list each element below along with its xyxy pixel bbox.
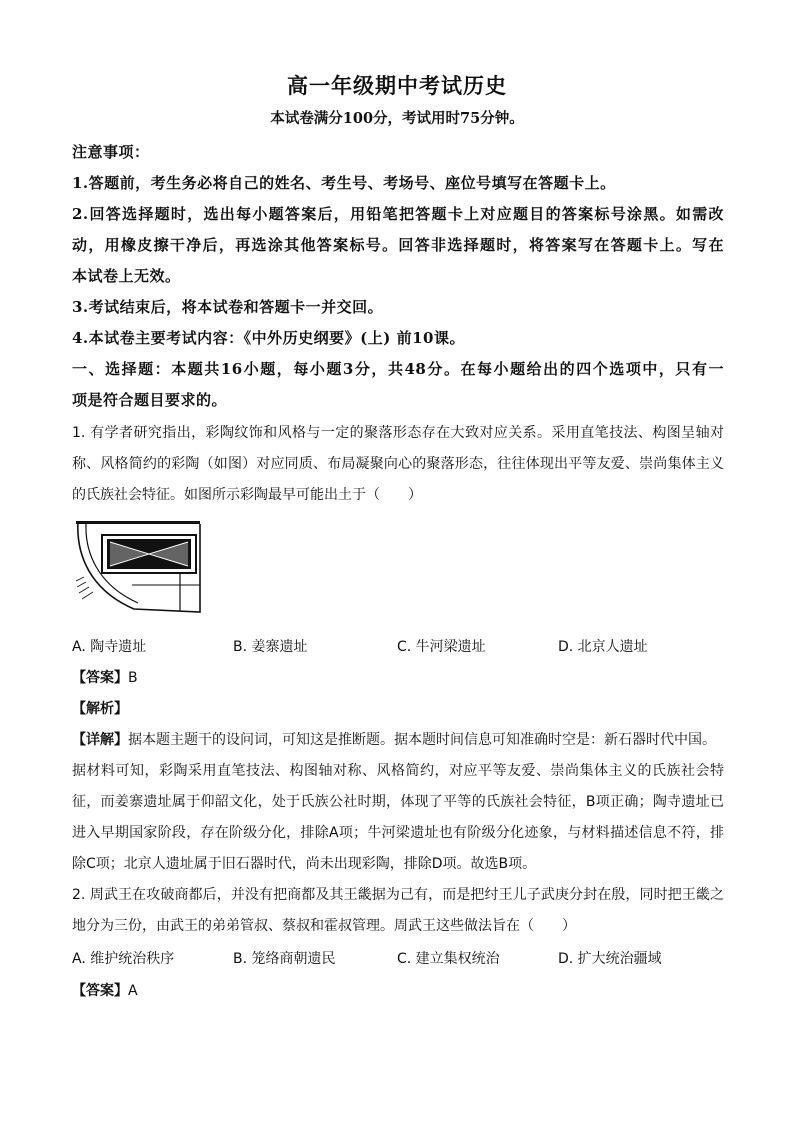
q1-line-3: 的氏族社会特征。如图所示彩陶最早可能出土于（ ）	[72, 487, 422, 503]
section-heading-line-2: 项是符合题目要求的。	[72, 391, 228, 409]
painted-pottery-figure	[72, 515, 204, 621]
q1-detail-row-1	[72, 725, 724, 756]
note-1: 1.答题前，考生务必将自己的姓名、考生号、考场号、座位号填写在答题卡上。	[72, 174, 616, 192]
note-2-line-3: 本试卷上无效。	[72, 267, 181, 285]
q2-option-d[interactable]: D. 扩大统治疆域	[558, 951, 662, 967]
painted-pottery-image	[72, 515, 204, 617]
q1-options	[72, 632, 724, 663]
q1-line-2: 称、风格简约的彩陶（如图）对应同质、布局凝聚向心的聚落形态，往往体现出平等友爱、崇尚集体主义	[72, 456, 724, 472]
q1-detail-tag: 【详解】	[72, 732, 128, 748]
question-2-stem	[72, 880, 724, 942]
q1-detail-line-1: 据本题主题干的设问词，可知这是推断题。据本题时间信息可知准确时空是：新石器时代中国。	[128, 732, 716, 748]
note-2-line-1: 2.回答选择题时，选出每小题答案后，用铅笔把答题卡上对应题目的答案标号涂黑。如需改	[72, 205, 724, 223]
q1-option-b[interactable]: B. 姜寨遗址	[233, 639, 308, 655]
page-title: 高一年级期中考试历史	[287, 73, 507, 98]
q1-answer-value: B	[128, 670, 138, 686]
q1-analysis-row	[72, 694, 724, 725]
q1-detail-line-4: 进入早期国家阶段，存在阶级分化，排除A项；牛河梁遗址也有阶级分化迹象，与材料描述信息不符，排	[72, 825, 724, 841]
section-heading-line-1: 一、选择题：本题共16小题，每小题3分，共48分。在每小题给出的四个选项中，只有一	[72, 360, 724, 378]
q2-options	[72, 944, 724, 975]
q1-option-a[interactable]: A. 陶寺遗址	[72, 639, 147, 655]
q1-line-1: 1. 有学者研究指出，彩陶纹饰和风格与一定的聚落形态存在大致对应关系。采用直笔技法、构图呈轴对	[72, 425, 724, 441]
q1-detail-line-2: 据材料可知，彩陶采用直笔技法、构图轴对称、风格简约，对应平等友爱、崇尚集体主义的氏族社会特	[72, 763, 724, 779]
q1-answer-block	[72, 663, 724, 880]
q1-option-d[interactable]: D. 北京人遗址	[558, 639, 648, 655]
notes-heading: 注意事项：	[72, 143, 150, 161]
q2-answer-block	[72, 976, 724, 1007]
note-4: 4.本试卷主要考试内容：《中外历史纲要》(上) 前10课。	[72, 329, 465, 347]
note-2-line-2: 动，用橡皮擦干净后，再选涂其他答案标号。回答非选择题时，将答案写在答题卡上。写在	[72, 236, 724, 254]
page-subtitle: 本试卷满分100分，考试用时75分钟。	[270, 110, 524, 127]
q2-option-c[interactable]: C. 建立集权统治	[397, 951, 500, 967]
question-1-stem	[72, 418, 724, 511]
q2-answer-value: A	[128, 983, 138, 999]
q1-analysis-tag: 【解析】	[72, 701, 128, 717]
q2-line-2: 地分为三份，由武王的弟弟管叔、蔡叔和霍叔管理。周武王这些做法旨在（ ）	[72, 918, 576, 934]
q1-detail-line-5: 除C项；北京人遗址属于旧石器时代，尚未出现彩陶，排除D项。故选B项。	[72, 856, 537, 872]
q2-option-a[interactable]: A. 维护统治秩序	[72, 951, 175, 967]
q1-detail-line-3: 征，而姜寨遗址属于仰韶文化，处于氏族公社时期，体现了平等的氏族社会特征，B项正确；陶寺遗址已	[72, 794, 724, 810]
notes-block	[72, 137, 724, 416]
q2-answer-row	[72, 976, 724, 1007]
q2-option-b[interactable]: B. 笼络商朝遗民	[233, 951, 336, 967]
q2-line-1: 2. 周武王在攻破商都后，并没有把商都及其王畿据为己有，而是把纣王儿子武庚分封在殷，同时把王畿之	[72, 887, 724, 903]
q1-answer-tag: 【答案】	[72, 670, 128, 686]
q2-answer-tag: 【答案】	[72, 983, 128, 999]
q1-option-c[interactable]: C. 牛河梁遗址	[397, 639, 486, 655]
note-3: 3.考试结束后，将本试卷和答题卡一并交回。	[72, 298, 384, 316]
q1-answer-row	[72, 663, 724, 694]
